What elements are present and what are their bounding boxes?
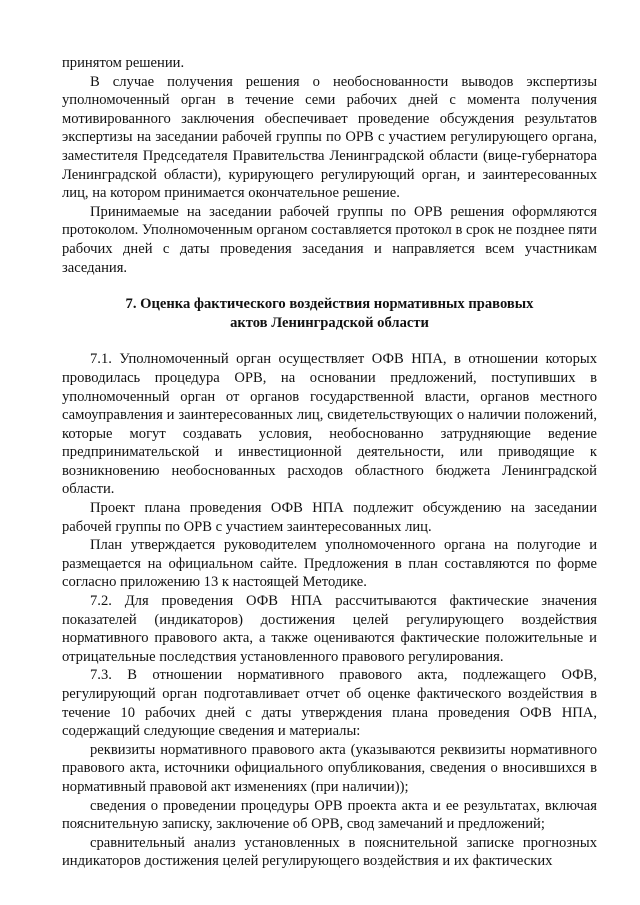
paragraph-7-1: 7.1. Уполномоченный орган осуществляет ОФВ НПА, в отношении которых проводилась процедура ОРВ, на основании предложений, поступивших в уполномоченный орган от органов государственной власти, органов местного самоуправления и заинтересованных лиц, свидетельствующих о наличии положений, которые могут создавать условия, необоснованно затрудняющие ведение предпринимательской и инвестиционной деятельности, или приводящие к возникновению необоснованных расходов областного бюджета Ленинградской области. (62, 351, 597, 498)
section-heading-line-1: 7. Оценка фактического воздействия нормативных правовых (125, 296, 534, 313)
list-item-requisites: реквизиты нормативного правового акта (указываются реквизиты нормативного правового акта, источники официального опубликования, сведения о вносившихся в нормативный правовой акт изменениях (при наличии)); (62, 741, 597, 795)
paragraph-continuation: принятом решении. (62, 55, 185, 71)
paragraph-7-2: 7.2. Для проведения ОФВ НПА рассчитываются фактические значения показателей (индикаторов) достижения целей регулирующего воздействия нормативного правового акта, а также оцениваются фактические положительные и отрицательные последствия установленного правового регулирования. (62, 593, 597, 665)
paragraph-protocol: Принимаемые на заседании рабочей группы по ОРВ решения оформляются протоколом. Уполномоченным органом составляется протокол в срок не позднее пяти рабочих дней с даты проведения заседания и направляется всем участникам заседания. (62, 203, 597, 276)
section-heading (62, 295, 597, 332)
paragraph-plan-draft: Проект плана проведения ОФВ НПА подлежит обсуждению на заседании рабочей группы по ОРВ с участием заинтересованных лиц. (62, 500, 597, 535)
paragraph-plan-approval: План утверждается руководителем уполномоченного органа на полугодие и размещается на официальном сайте. Предложения в план составляются по форме согласно приложению 13 к настоящей Методике. (62, 537, 597, 591)
list-item-comparative-analysis: сравнительный анализ установленных в пояснительной записке прогнозных индикаторов достижения целей регулирующего воздействия и их фактических (62, 834, 597, 870)
paragraph-7-3: 7.3. В отношении нормативного правового акта, подлежащего ОФВ, регулирующий орган подготавливает отчет об оценке фактического воздействия в течение 10 рабочих дней с даты утверждения плана проведения ОФВ НПА, содержащий следующие сведения и материалы: (62, 667, 597, 740)
paragraph-expertise-decision: В случае получения решения о необоснованности выводов экспертизы уполномоченный орган в течение семи рабочих дней с момента получения мотивированного заключения обеспечивает проведение обсуждения результатов экспертизы на заседании рабочей группы по ОРВ с участием регулирующего органа, заместителя Председателя Правительства Ленинградской области (вице-губернатора Ленинградской области), курирующего регулирующий орган, и заинтересованных лиц, на котором принимается окончательное решение. (62, 73, 597, 202)
document-page (62, 54, 597, 871)
section-heading-line-2: актов Ленинградской области (230, 314, 429, 331)
list-item-orv-info: сведения о проведении процедуры ОРВ проекта акта и ее результатах, включая пояснительную записку, заключение об ОРВ, свод замечаний и предложений; (62, 797, 597, 833)
